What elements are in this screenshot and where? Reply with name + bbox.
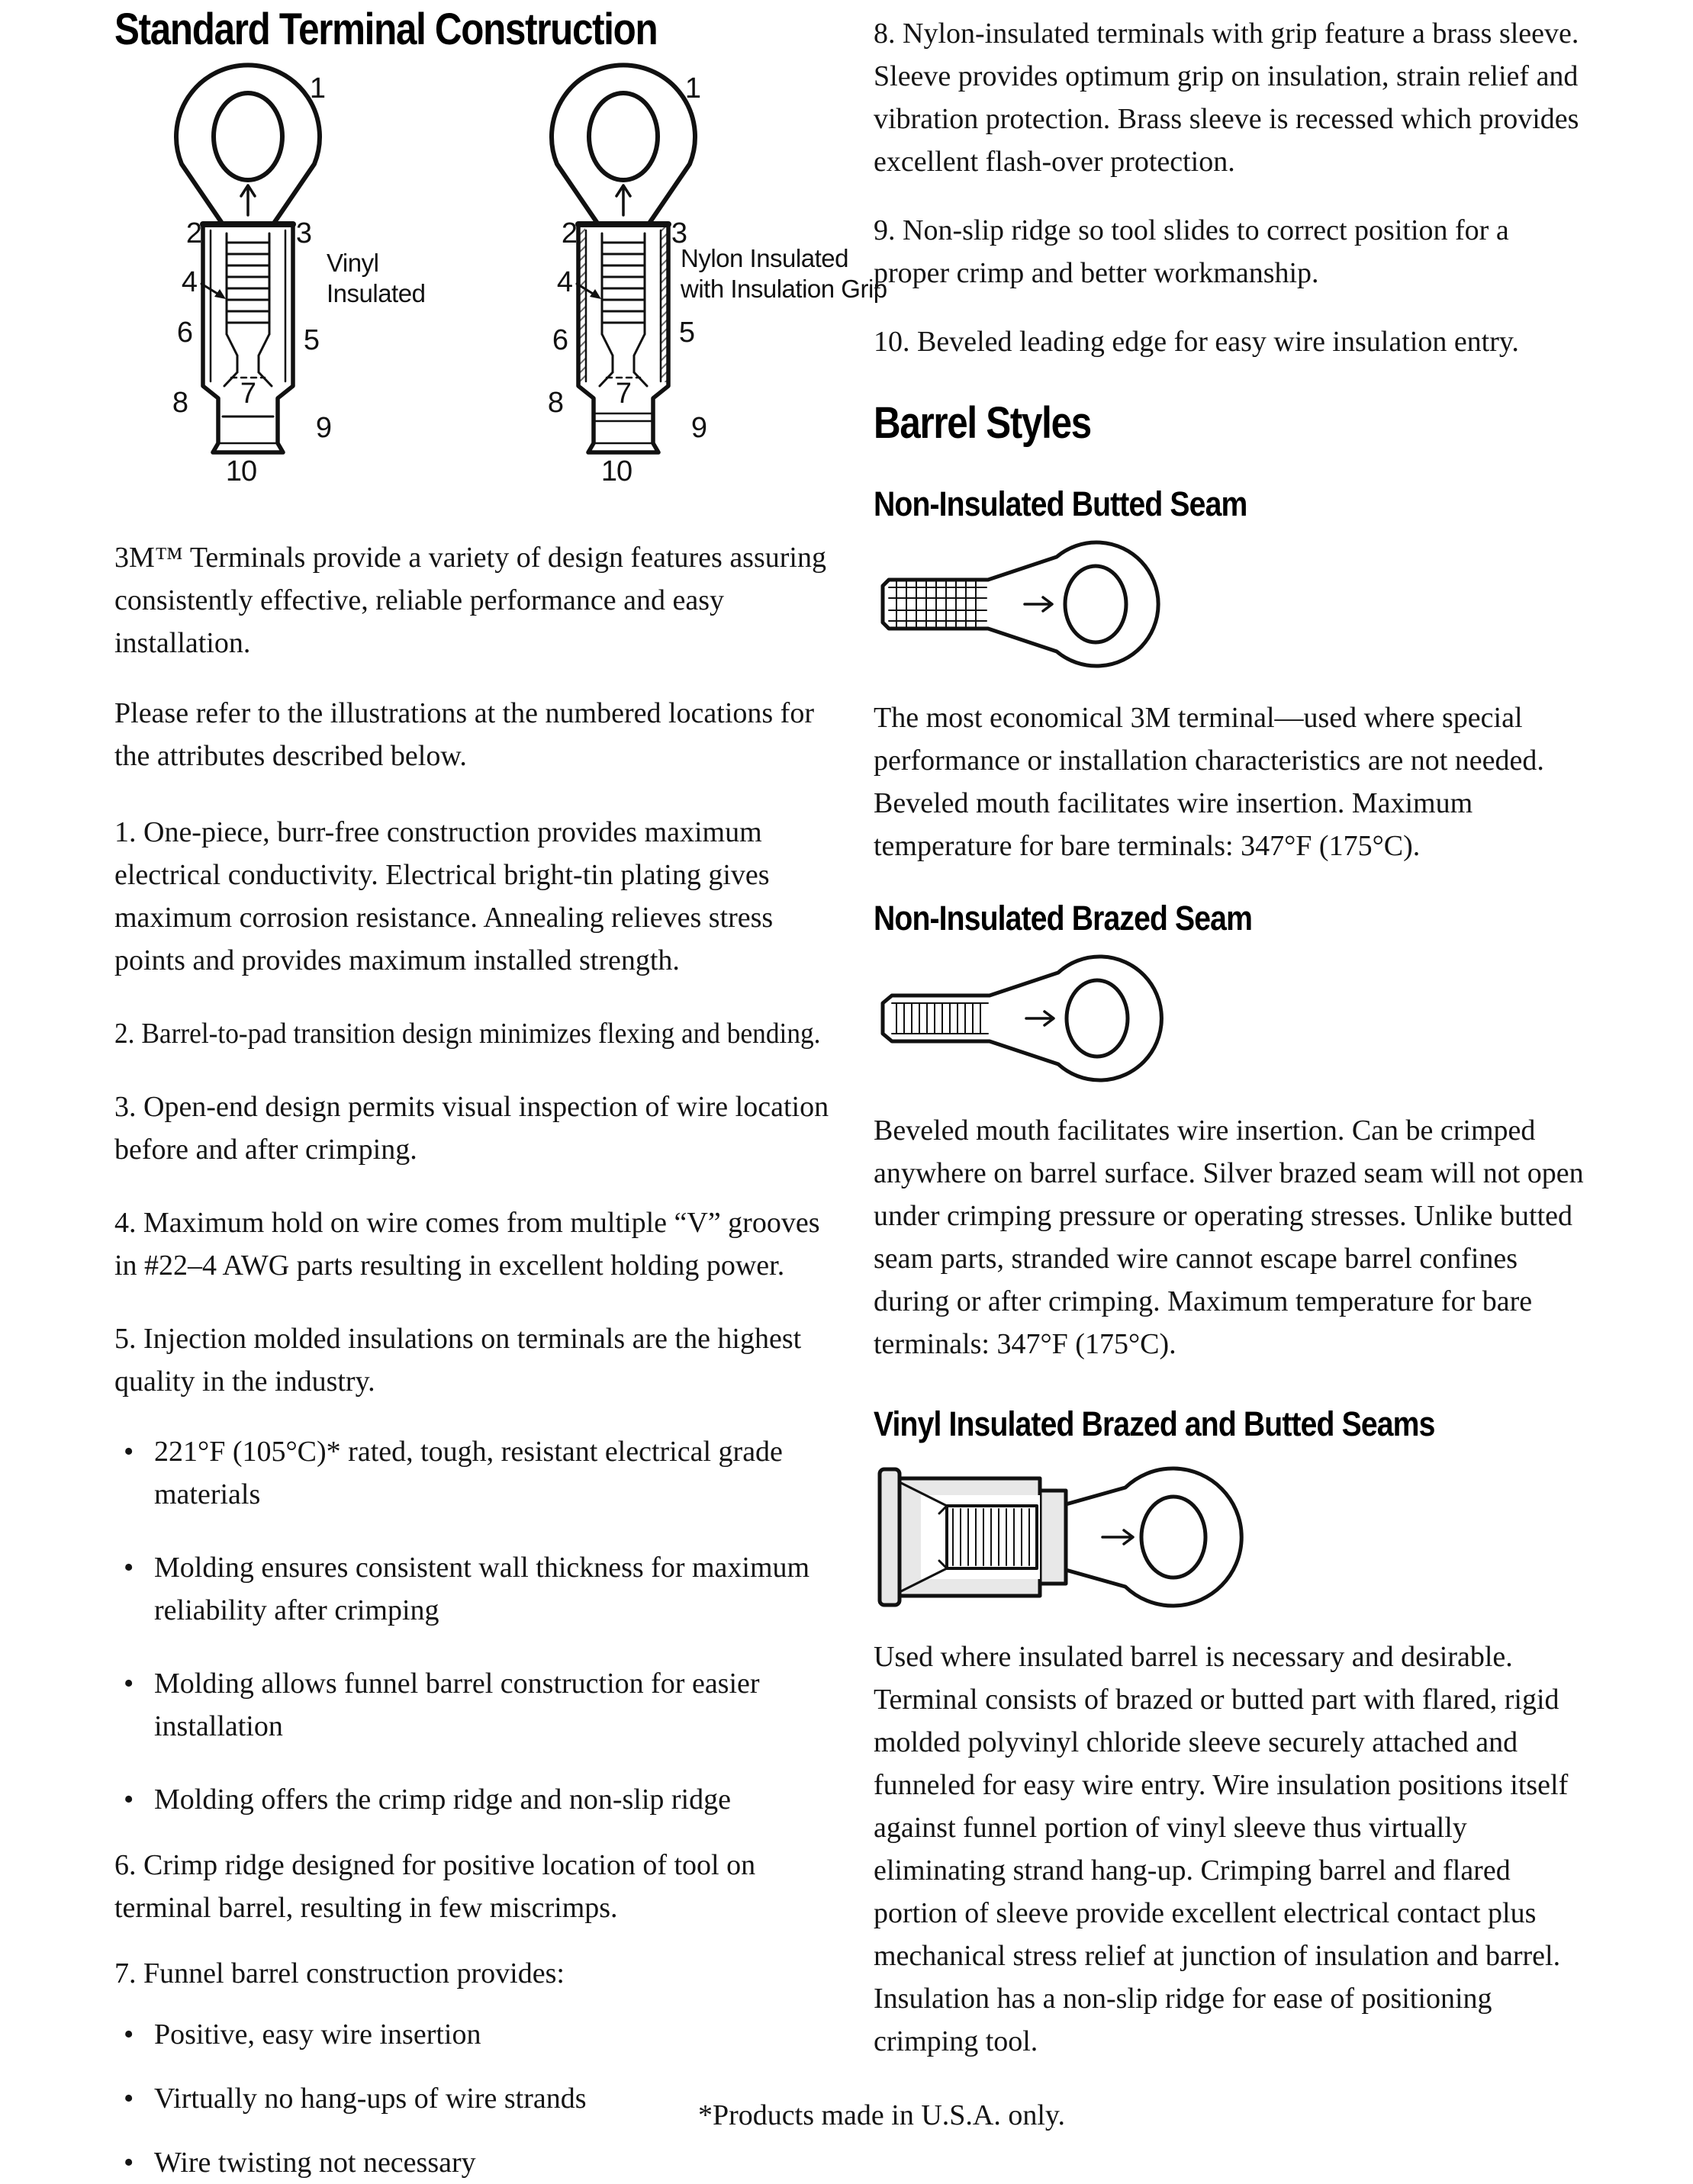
barrel-inner-walls	[211, 230, 285, 443]
ring-hole	[214, 93, 282, 180]
vinyl-insulated-label-line1: Vinyl	[327, 249, 379, 277]
callout-3: 3	[295, 217, 312, 249]
ring-hole	[1067, 980, 1128, 1057]
feature-item-5: 5. Injection molded insulations on terminals are the highest quality in the industry.	[114, 1323, 802, 1398]
vinyl-insulated-terminal-illustration	[874, 1457, 1301, 1619]
callout-9: 9	[690, 412, 707, 444]
section-heading-vinyl-insulated: Vinyl Insulated Brazed and Butted Seams	[874, 1404, 1435, 1443]
feature-item-2: 2. Barrel-to-pad transition design minimizes flexing and bending.	[114, 1018, 821, 1050]
callout-10: 10	[600, 455, 632, 487]
barrel-outline	[203, 224, 293, 452]
vinyl-insulated-label-line2: Insulated	[327, 279, 426, 307]
right-column	[874, 0, 1591, 2063]
section-body-brazed-seam: Beveled mouth facilitates wire insertion. Can be crimped anywhere on barrel surface. Silver brazed seam will not open under crimping pressure or operating stresses. Unlike butted seam parts, stranded wire cannot escape barrel confines during or after crimping. Maximum temperature for bare terminals: 347°F (175°C).	[874, 1115, 1584, 1360]
ring-hole	[1141, 1497, 1205, 1578]
barrel-inner-walls	[586, 230, 661, 443]
callout-10: 10	[225, 455, 257, 487]
callout-5: 5	[678, 317, 695, 349]
terminal-construction-diagram	[114, 58, 887, 497]
section-heading-brazed-seam: Non-Insulated Brazed Seam	[874, 899, 1253, 938]
refer-paragraph: Please refer to the illustrations at the numbered locations for the attributes described below.	[114, 697, 814, 772]
funnel-lines	[227, 334, 269, 372]
bullet-item: • Positive, easy wire insertion	[114, 2013, 838, 2056]
funnel-lines	[602, 334, 645, 372]
brazed-seam-terminal-illustration	[874, 948, 1301, 1089]
callout-4: 4	[556, 266, 573, 298]
feature-item-4: 4. Maximum hold on wire comes from multiple “V” grooves in #22–4 AWG parts resulting in excellent holding power.	[114, 1207, 820, 1282]
wire-grip-grooves	[227, 233, 269, 334]
callout-8: 8	[172, 387, 188, 419]
barrel-styles-title: Barrel Styles	[874, 398, 1091, 448]
section-heading-butted-seam: Non-Insulated Butted Seam	[874, 484, 1247, 523]
barrel-outline	[578, 224, 668, 452]
nylon-wall-hatch-right	[661, 227, 667, 382]
intro-paragraph: 3M™ Terminals provide a variety of design features assuring consistently effective, reliable performance and easy installation.	[114, 542, 826, 659]
callout-6: 6	[176, 317, 193, 349]
bullet-item: • Molding ensures consistent wall thickness for maximum reliability after crimping	[114, 1546, 838, 1632]
ring-hole	[589, 93, 658, 180]
callout-2: 2	[185, 217, 202, 249]
callout-6: 6	[552, 324, 568, 356]
callout-9: 9	[315, 412, 332, 444]
feature-item-6: 6. Crimp ridge designed for positive location of tool on terminal barrel, resulting in few miscrimps.	[114, 1849, 756, 1924]
bullet-item: • Wire twisting not necessary	[114, 2141, 838, 2184]
nylon-wall-hatch-left	[580, 227, 585, 382]
feature-item-9: 9. Non-slip ridge so tool slides to correct position for a proper crimp and better workmanship.	[874, 214, 1509, 289]
section-body-butted-seam: The most economical 3M terminal—used where special performance or installation characteristics are not needed. Beveled mouth facilitates wire insertion. Maximum temperature for bare terminals: 347°F (175°C).	[874, 702, 1544, 862]
sleeve-collar	[1040, 1491, 1066, 1584]
nylon-insulated-label-line2: with Insulation Grip	[681, 275, 887, 303]
feature-item-1: 1. One-piece, burr-free construction provides maximum electrical conductivity. Electrical bright-tin plating gives maximum corrosion resistance. Annealing relieves stress points and provides maximum installed strength.	[114, 816, 774, 976]
insulation-bullet-list	[114, 1430, 838, 1821]
callout-3: 3	[671, 217, 687, 249]
feature-item-3: 3. Open-end design permits visual inspection of wire location before and after crimping.	[114, 1091, 829, 1166]
feature-item-10: 10. Beveled leading edge for easy wire insulation entry.	[874, 326, 1519, 358]
feature-item-8: 8. Nylon-insulated terminals with grip feature a brass sleeve. Sleeve provides optimum grip on insulation, strain relief and vibration protection. Brass sleeve is recessed which provides excellent flash-over protection.	[874, 18, 1579, 178]
callout-5: 5	[303, 324, 320, 356]
bullet-item: • Virtually no hang-ups of wire strands	[114, 2077, 838, 2120]
callout-1: 1	[309, 72, 326, 105]
callout-2: 2	[561, 217, 578, 249]
ring-hole	[1065, 566, 1126, 642]
callout-1: 1	[684, 72, 701, 105]
bullet-item: • Molding allows funnel barrel construction for easier installation	[114, 1662, 838, 1748]
products-usa-footnote: *Products made in U.S.A. only.	[698, 2099, 1065, 2131]
page-title: Standard Terminal Construction	[114, 5, 658, 54]
brass-sleeve-band	[595, 413, 652, 421]
nylon-insulated-label-line1: Nylon Insulated	[681, 244, 848, 272]
callout-7: 7	[240, 378, 256, 410]
bullet-item: • Molding offers the crimp ridge and non-slip ridge	[114, 1778, 838, 1821]
wire-grip-grooves	[602, 233, 645, 334]
sleeve-lip	[880, 1469, 900, 1605]
callout-7: 7	[615, 378, 632, 410]
bullet-item: • 221°F (105°C)* rated, tough, resistant electrical grade materials	[114, 1430, 838, 1516]
callout-8: 8	[547, 387, 564, 419]
feature-item-7: 7. Funnel barrel construction provides:	[114, 1957, 565, 1989]
callout-4: 4	[181, 266, 198, 298]
butted-seam-terminal-illustration	[874, 534, 1301, 675]
section-body-vinyl-insulated: Used where insulated barrel is necessary and desirable. Terminal consists of brazed or butted part with flared, rigid molded polyvinyl chloride sleeve securely attached and funneled for easy wire entry. Wire insulation positions itself against funnel portion of vinyl sleeve thus virtually eliminating strand hang-up. Crimping barrel and flared portion of sleeve provide excellent electrical contact plus mechanical stress relief at junction of insulation and barrel. Insulation has a non-slip ridge for ease of positioning crimping tool.	[874, 1641, 1569, 2057]
vinyl-terminal-illustration	[172, 65, 331, 487]
